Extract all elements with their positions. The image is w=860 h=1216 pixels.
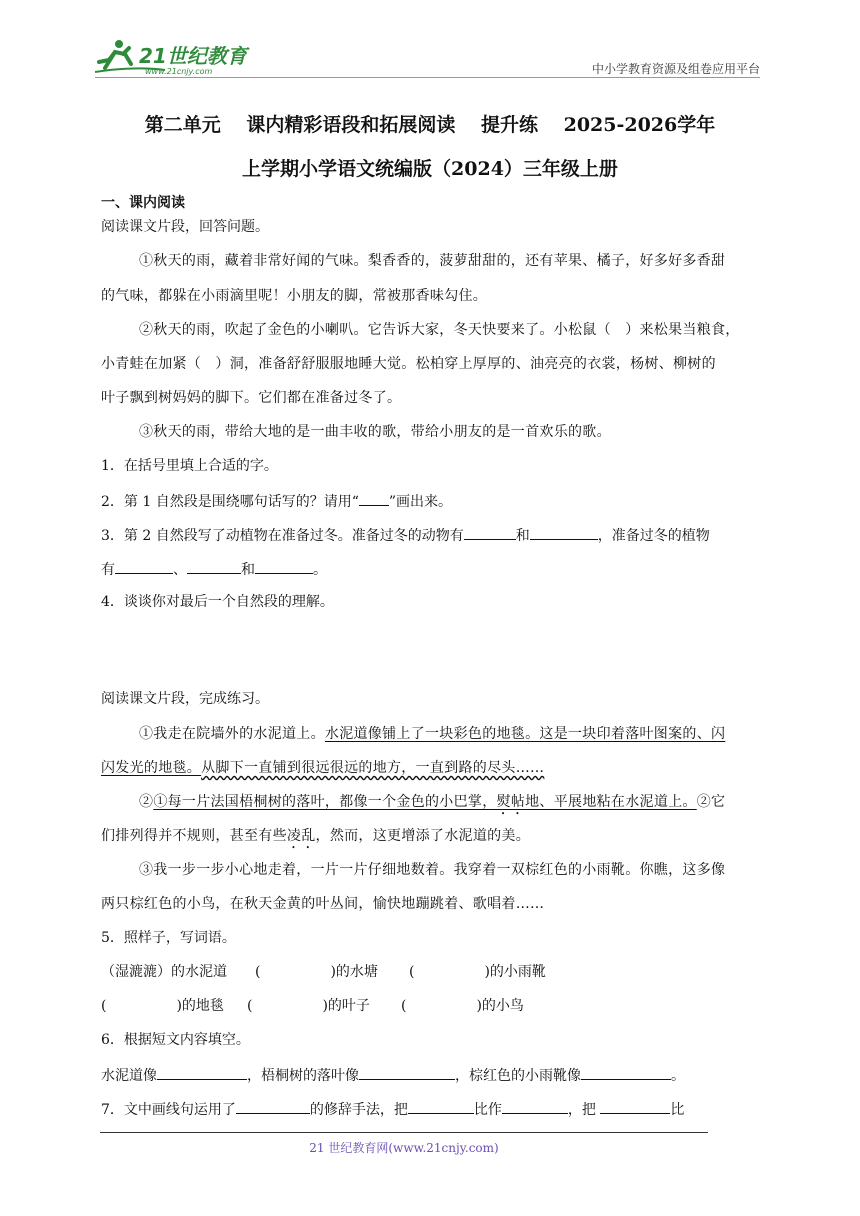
logo xyxy=(95,38,265,78)
question-1: 1．在括号里填上合适的字。 xyxy=(101,458,278,474)
site-name: 中小学教育资源及组卷应用平台 xyxy=(591,62,760,76)
question-7: 7．文中画线句运用了 的修辞手法，把 比作 ，把 比 xyxy=(101,1099,684,1119)
question-3-cont: 有 、 和 。 xyxy=(101,559,327,579)
svg-text:21世纪教育: 21世纪教育 xyxy=(139,44,247,68)
page-header xyxy=(95,30,760,78)
passage1-paragraph-2-end: 叶子飘到树妈妈的脚下。它们都在准备过冬了。 xyxy=(101,390,402,406)
footer-divider xyxy=(100,1132,708,1133)
wavy-underlined-sentence: 从脚下一直铺到很远很远的地方，一直到路的尽头…… xyxy=(201,760,545,776)
passage2-paragraph-2: ②①每一片法国梧桐树的落叶，都像一个金色的小巴掌，熨帖地、平展地粘在水泥道上。②它 xyxy=(139,794,726,810)
answer-blank[interactable] xyxy=(359,491,389,506)
section-heading: 一、课内阅读 xyxy=(101,195,185,211)
page-subtitle: 上学期小学语文统编版（2024）三年级上册 xyxy=(242,158,618,180)
question-6: 6．根据短文内容填空。 xyxy=(101,1032,250,1048)
passage1-paragraph-1-cont: 的气味，都躲在小雨滴里呢！小朋友的脚，常被那香味勾住。 xyxy=(101,288,488,304)
question-5-row-2: ( )的地毯 ( )的叶子 ( )的小鸟 xyxy=(101,998,524,1014)
answer-blank[interactable] xyxy=(464,525,516,540)
answer-blank[interactable] xyxy=(581,1065,671,1080)
question-2: 2．第 1 自然段是围绕哪句话写的？请用“ ”画出来。 xyxy=(101,491,452,511)
passage2-intro: 阅读课文片段，完成练习。 xyxy=(101,691,269,707)
passage2-paragraph-2-cont: 们排列得并不规则，甚至有些凌乱，然而，这更增添了水泥道的美。 xyxy=(101,828,531,844)
passage2-paragraph-1: ①我走在院墙外的水泥道上。水泥道像铺上了一块彩色的地毯。这是一块印着落叶图案的、闪 xyxy=(139,726,726,742)
answer-blank[interactable] xyxy=(408,1099,474,1114)
question-4: 4．谈谈你对最后一个自然段的理解。 xyxy=(101,594,334,610)
passage1-paragraph-3: ③秋天的雨，带给大地的是一曲丰收的歌，带给小朋友的是一首欢乐的歌。 xyxy=(139,424,611,440)
answer-blank[interactable] xyxy=(359,1065,455,1080)
passage2-paragraph-1-cont xyxy=(101,759,544,777)
answer-blank[interactable] xyxy=(502,1099,568,1114)
footer-text: 21 世纪教育网(www.21cnjy.com) xyxy=(309,1141,499,1155)
answer-blank[interactable] xyxy=(187,559,241,574)
dotted-word: 熨帖 xyxy=(496,794,526,810)
passage2-paragraph-3: ③我一步一步小心地走着，一片一片仔细地数着。我穿着一双棕红色的小雨靴。你瞧，这多像 xyxy=(139,862,726,878)
passage1-paragraph-1: ①秋天的雨，藏着非常好闻的气味。梨香香的，菠萝甜甜的，还有苹果、橘子，好多好多香甜 xyxy=(139,253,726,269)
underlined-sentence: 闪发光的地毯。 xyxy=(101,760,202,776)
passage1-paragraph-2: ②秋天的雨，吹起了金色的小喇叭。它告诉大家，冬天快要来了。小松鼠（ ）来松果当粮食， xyxy=(139,322,740,338)
page-title: 第二单元 课内精彩语段和拓展阅读 提升练 2025-2026学年 xyxy=(144,114,716,136)
answer-blank[interactable] xyxy=(236,1099,310,1114)
dotted-word: 凌乱 xyxy=(286,828,316,844)
answer-blank[interactable] xyxy=(255,559,313,574)
passage2-paragraph-3-cont: 两只棕红色的小鸟，在秋天金黄的叶丛间，愉快地蹦跳着、歌唱着…… xyxy=(101,896,545,912)
question-5: 5．照样子，写词语。 xyxy=(101,930,236,946)
passage1-intro: 阅读课文片段，回答问题。 xyxy=(101,219,269,235)
answer-blank[interactable] xyxy=(600,1099,670,1114)
answer-blank[interactable] xyxy=(115,559,173,574)
question-6-fill: 水泥道像 ，梧桐树的落叶像 ，棕红色的小雨靴像 。 xyxy=(101,1065,685,1085)
header-divider xyxy=(95,77,760,78)
question-5-row-1: （湿漉漉）的水泥道 ( )的水塘 ( )的小雨靴 xyxy=(101,964,546,980)
question-3: 3．第 2 自然段写了动植物在准备过冬。准备过冬的动物有 和 ，准备过冬的植物 xyxy=(101,525,710,545)
passage1-paragraph-2-cont: 小青蛙在加紧（ ）洞，准备舒舒服服地睡大觉。松柏穿上厚厚的、油亮亮的衣裳，杨树、柳树的 xyxy=(101,356,716,372)
answer-blank[interactable] xyxy=(530,525,598,540)
answer-blank[interactable] xyxy=(157,1065,247,1080)
underlined-sentence: 水泥道像铺上了一块彩色的地毯。这是一块印着落叶图案的、闪 xyxy=(324,726,726,742)
svg-text:www.21cnjy.com: www.21cnjy.com xyxy=(145,67,213,76)
